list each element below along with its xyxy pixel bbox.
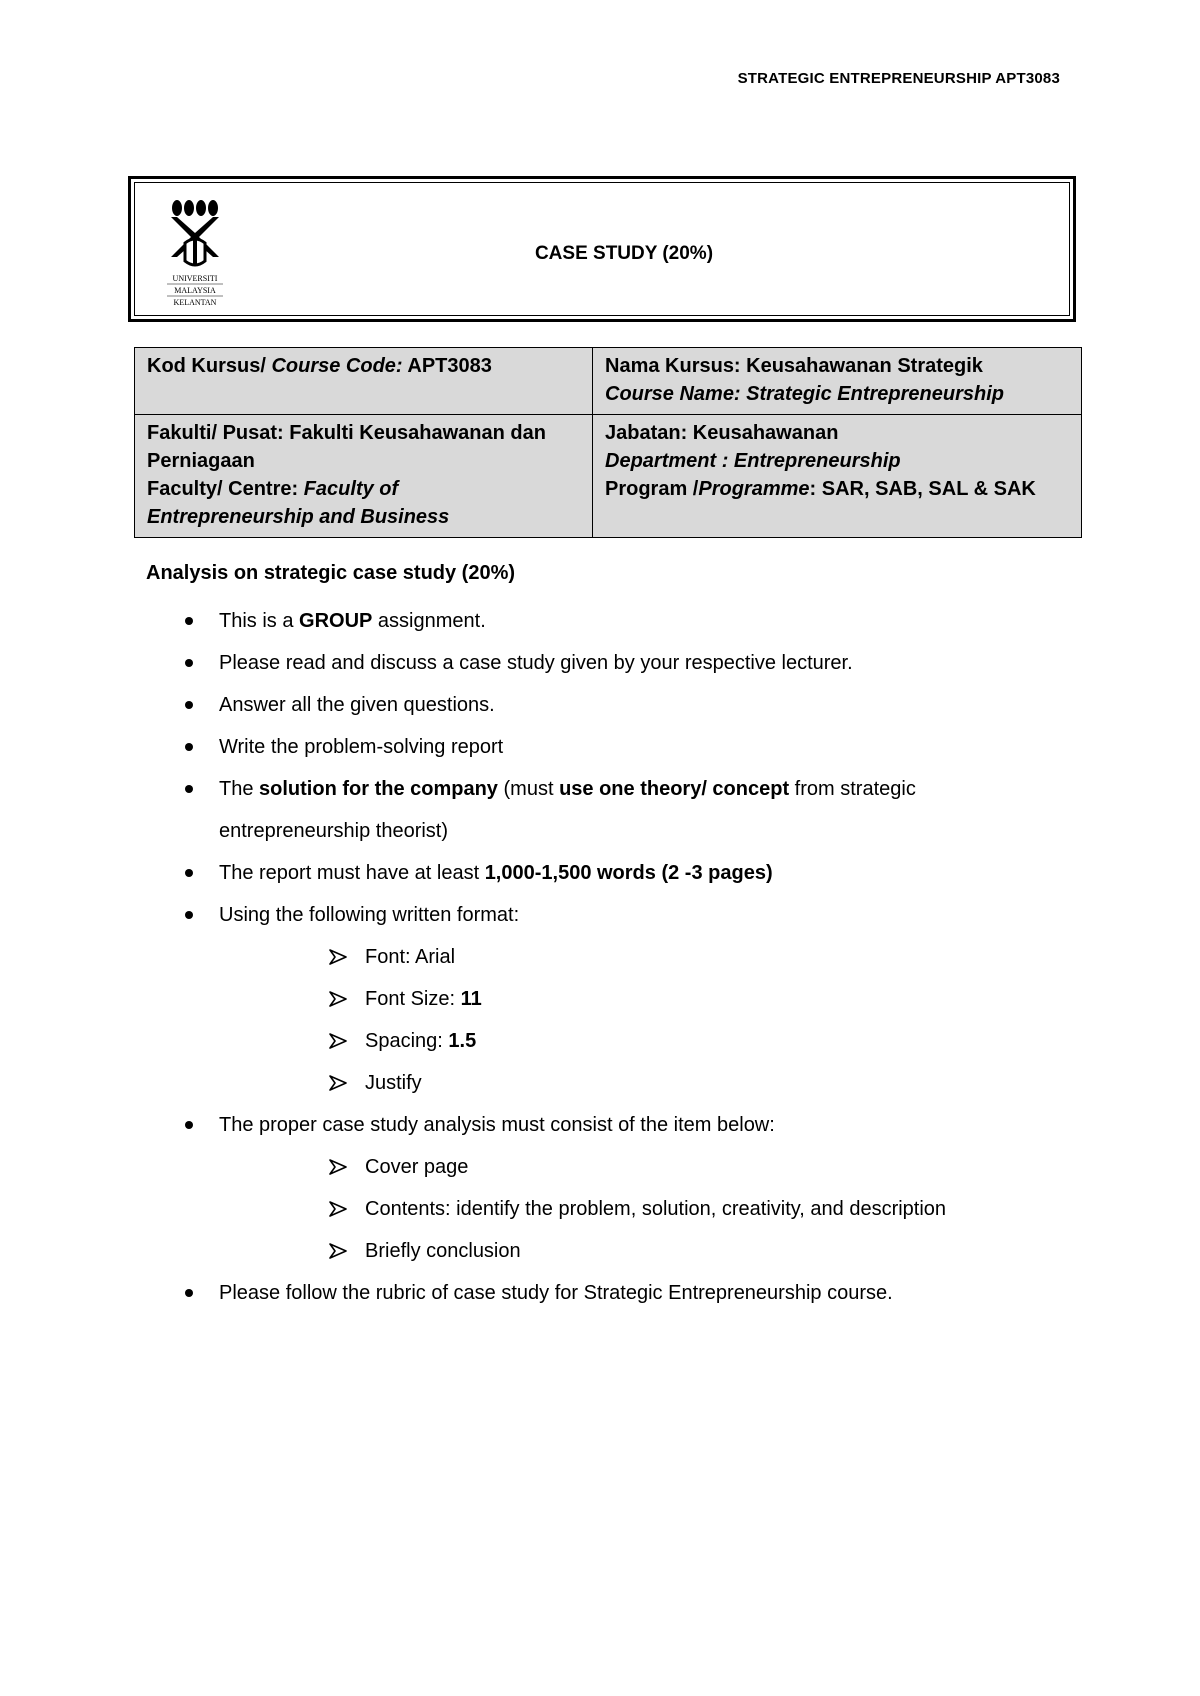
list-item <box>146 684 1046 726</box>
bullet-icon <box>185 1289 193 1297</box>
instruction-list-continued <box>146 1104 1046 1146</box>
list-item <box>146 600 1046 642</box>
department-en: Department : Entrepreneurship <box>605 450 901 472</box>
list-item-text: This is a <box>219 610 300 632</box>
arrowhead-bullet-icon <box>329 991 347 1007</box>
section-heading: Analysis on strategic case study (20%) <box>146 562 516 584</box>
sublist-item <box>329 1020 1046 1062</box>
sublist-item <box>329 1230 1046 1272</box>
course-code-value: APT3083 <box>402 355 492 377</box>
instruction-list-final <box>146 1272 1046 1314</box>
list-item-text: Answer all the given questions. <box>219 694 495 716</box>
bullet-icon <box>185 911 193 919</box>
format-sublist <box>146 936 1046 1104</box>
logo-text-line3: KELANTAN <box>173 298 217 307</box>
list-item <box>146 768 1046 852</box>
sublist-item-text: Contents: identify the problem, solution, creativity, and description <box>365 1198 947 1220</box>
sublist-item <box>329 978 1046 1020</box>
faculty-ms-line1: Fakulti/ Pusat: Fakulti Keusahawanan dan <box>147 422 546 444</box>
sublist-item <box>329 936 1046 978</box>
faculty-en-label: Faculty/ Centre: <box>147 478 304 500</box>
department-ms: Jabatan: Keusahawanan <box>605 422 839 444</box>
course-name-en: Course Name: Strategic Entrepreneurship <box>605 383 1004 405</box>
assignment-content <box>146 560 1046 1314</box>
list-item-text: Write the problem-solving report <box>219 736 504 758</box>
sublist-item-text: Spacing: <box>365 1030 449 1052</box>
sublist-item <box>329 1146 1046 1188</box>
list-item-emphasis: 1,000-1,500 words (2 -3 pages) <box>484 862 773 884</box>
course-code-label-en: Course Code: <box>271 355 403 377</box>
list-item <box>146 894 1046 936</box>
course-name-ms: Nama Kursus: Keusahawanan Strategik <box>605 355 983 377</box>
programme-value: : SAR, SAB, SAL & SAK <box>809 478 1036 500</box>
arrowhead-bullet-icon <box>329 1159 347 1175</box>
list-item-text: Using the following written format: <box>219 904 520 926</box>
list-item-text: Please follow the rubric of case study for Strategic Entrepreneurship course. <box>219 1282 893 1304</box>
list-item-text: (must <box>497 778 560 800</box>
bullet-icon <box>185 743 193 751</box>
sublist-item-text: Cover page <box>365 1156 469 1178</box>
logo-text-line2: MALAYSIA <box>174 286 216 295</box>
table-row <box>135 415 1082 538</box>
sublist-item-emphasis: 1.5 <box>448 1030 477 1052</box>
arrowhead-bullet-icon <box>329 1075 347 1091</box>
faculty-en-value: Faculty of <box>303 478 399 500</box>
list-item-text: The report must have at least <box>219 862 485 884</box>
course-code-label-ms: Kod Kursus/ <box>147 355 272 377</box>
list-item <box>146 726 1046 768</box>
list-item-text: Please read and discuss a case study given by your respective lecturer. <box>219 652 853 674</box>
arrowhead-bullet-icon <box>329 1033 347 1049</box>
faculty-en-line2: Entrepreneurship and Business <box>147 506 450 528</box>
faculty-cell <box>135 415 593 538</box>
sublist-item-text: Briefly conclusion <box>365 1240 521 1262</box>
list-item-text: assignment. <box>372 610 486 632</box>
bullet-icon <box>185 1121 193 1129</box>
sublist-item-text: Font: Arial <box>365 946 456 968</box>
list-item <box>146 852 1046 894</box>
course-info-table <box>134 347 1082 538</box>
instruction-list <box>146 600 1046 936</box>
list-item-emphasis: GROUP <box>299 610 373 632</box>
list-item <box>146 1272 1046 1314</box>
list-item-text: from strategic <box>789 778 916 800</box>
bullet-icon <box>185 617 193 625</box>
contents-sublist <box>146 1146 1046 1272</box>
list-item-text: The proper case study analysis must consist of the item below: <box>219 1114 775 1136</box>
table-row <box>135 348 1082 415</box>
sublist-item <box>329 1062 1046 1104</box>
sublist-item-emphasis: 11 <box>460 988 482 1010</box>
programme-label: Program / <box>605 478 699 500</box>
faculty-ms-line2: Perniagaan <box>147 450 255 472</box>
arrowhead-bullet-icon <box>329 1243 347 1259</box>
bullet-icon <box>185 659 193 667</box>
department-cell <box>593 415 1082 538</box>
list-item-continuation: entrepreneurship theorist) <box>219 820 449 842</box>
list-item <box>146 1104 1046 1146</box>
arrowhead-bullet-icon <box>329 1201 347 1217</box>
list-item-emphasis: solution for the company <box>259 778 498 800</box>
list-item-emphasis: use one theory/ concept <box>559 778 790 800</box>
sublist-item <box>329 1188 1046 1230</box>
sublist-item-text: Justify <box>365 1072 422 1094</box>
bullet-icon <box>185 785 193 793</box>
title-box-inner <box>134 182 1070 316</box>
course-name-cell <box>593 348 1082 415</box>
list-item-text: The <box>219 778 260 800</box>
programme-label-en: Programme <box>698 478 810 500</box>
course-code-cell <box>135 348 593 415</box>
logo-text-line1: UNIVERSITI <box>172 274 218 283</box>
bullet-icon <box>185 869 193 877</box>
list-item <box>146 642 1046 684</box>
document-title: CASE STUDY (20%) <box>534 243 714 264</box>
running-header: STRATEGIC ENTREPRENEURSHIP APT3083 <box>737 70 1060 87</box>
bullet-icon <box>185 701 193 709</box>
arrowhead-bullet-icon <box>329 949 347 965</box>
sublist-item-text: Font Size: <box>365 988 461 1010</box>
title-box <box>128 176 1076 322</box>
